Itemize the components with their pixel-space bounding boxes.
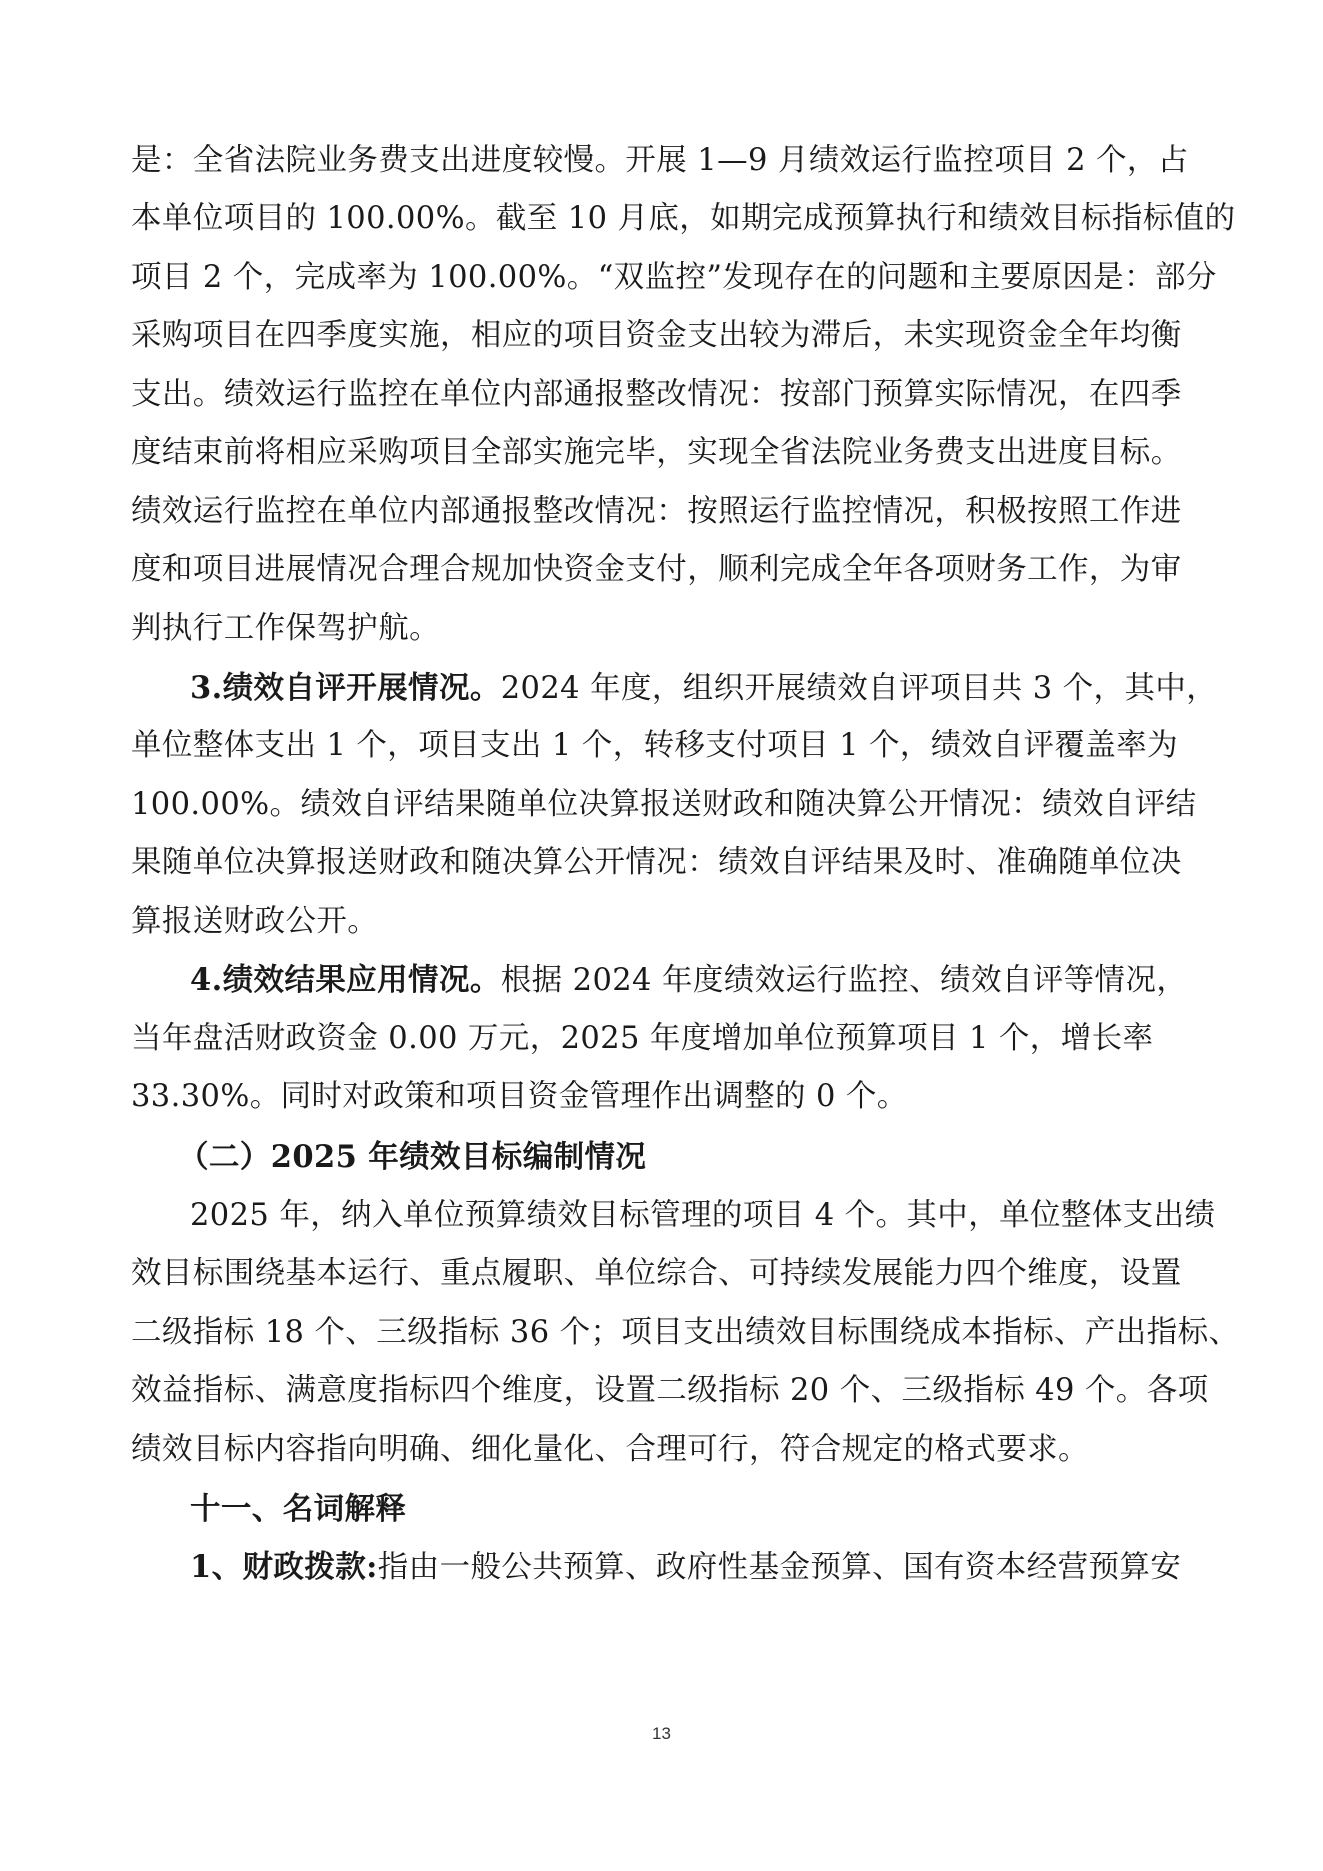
paragraph-line: 100.00%。绩效自评结果随单位决算报送财政和随决算公开情况：绩效自评结 — [131, 787, 1197, 822]
heading-2025-targets: （二）2025 年绩效目标编制情况 — [178, 1139, 647, 1175]
heading-results-application: 4.绩效结果应用情况。 — [190, 962, 501, 998]
paragraph-line: 果随单位决算报送财政和随决算公开情况：绩效自评结果及时、准确随单位决 — [131, 845, 1182, 880]
paragraph-text: 根据 2024 年度绩效运行监控、绩效自评等情况， — [500, 963, 1188, 998]
paragraph-line: 度和项目进展情况合理合规加快资金支付，顺利完成全年各项财务工作，为审 — [131, 552, 1182, 587]
paragraph-line: 度结束前将相应采购项目全部实施完毕，实现全省法院业务费支出进度目标。 — [131, 435, 1182, 470]
paragraph-line: 效目标围绕基本运行、重点履职、单位综合、可持续发展能力四个维度，设置 — [131, 1256, 1182, 1291]
paragraph-line: 当年盘活财政资金 0.00 万元，2025 年度增加单位预算项目 1 个，增长率 — [131, 1021, 1154, 1056]
paragraph-line: 是：全省法院业务费支出进度较慢。开展 1—9 月绩效运行监控项目 2 个，占 — [131, 143, 1189, 178]
paragraph-line: 绩效运行监控在单位内部通报整改情况：按照运行监控情况，积极按照工作进 — [131, 494, 1182, 529]
paragraph-line: 支出。绩效运行监控在单位内部通报整改情况：按部门预算实际情况，在四季 — [131, 377, 1182, 412]
paragraph-line: 33.30%。同时对政策和项目资金管理作出调整的 0 个。 — [131, 1079, 908, 1114]
term-fiscal-appropriation: 1、财政拨款: — [190, 1549, 378, 1585]
paragraph-text: 2024 年度，组织开展绩效自评项目共 3 个，其中， — [500, 671, 1218, 706]
paragraph-line: 单位整体支出 1 个，项目支出 1 个，转移支付项目 1 个，绩效自评覆盖率为 — [131, 728, 1178, 763]
heading-section-11: 十一、名词解释 — [190, 1491, 407, 1527]
paragraph-line — [190, 1547, 1181, 1588]
heading-self-eval: 3.绩效自评开展情况。 — [190, 670, 501, 706]
paragraph-line: 2025 年，纳入单位预算绩效目标管理的项目 4 个。其中，单位整体支出绩 — [190, 1198, 1216, 1233]
paragraph-line: 效益指标、满意度指标四个维度，设置二级指标 20 个、三级指标 49 个。各项 — [131, 1373, 1209, 1408]
paragraph-line: 项目 2 个，完成率为 100.00%。“双监控”发现存在的问题和主要原因是：部分 — [131, 260, 1217, 295]
paragraph-line: 绩效目标内容指向明确、细化量化、合理可行，符合规定的格式要求。 — [131, 1432, 1089, 1467]
paragraph-line — [190, 668, 1217, 709]
paragraph-line: 判执行工作保驾护航。 — [131, 611, 440, 646]
paragraph-line: 二级指标 18 个、三级指标 36 个；项目支出绩效目标围绕成本指标、产出指标、 — [131, 1315, 1240, 1350]
paragraph-line: 采购项目在四季度实施，相应的项目资金支出较为滞后，未实现资金全年均衡 — [131, 318, 1182, 353]
paragraph-line: 本单位项目的 100.00%。截至 10 月底，如期完成预算执行和绩效目标指标值的 — [131, 201, 1236, 236]
paragraph-line — [190, 960, 1187, 1001]
page-number: 13 — [652, 1724, 671, 1743]
paragraph-text: 指由一般公共预算、政府性基金预算、国有资本经营预算安 — [377, 1550, 1182, 1585]
paragraph-line: 算报送财政公开。 — [131, 904, 379, 939]
